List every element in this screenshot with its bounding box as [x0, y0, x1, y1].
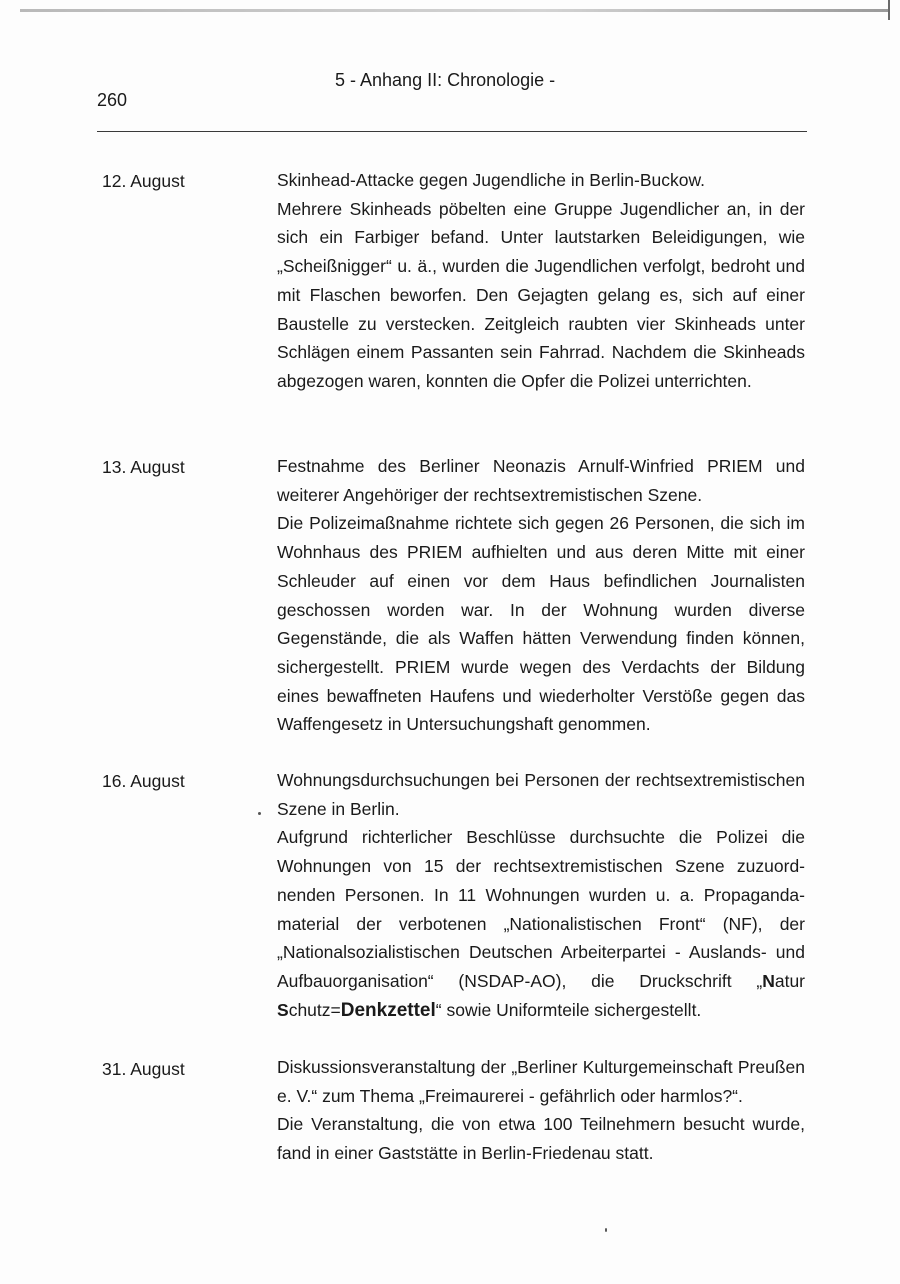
- entry-date: 13. August: [102, 457, 185, 477]
- entry-headline: Wohnungsdurchsuchungen bei Personen der rechtsextremistischen Szene in Berlin.: [277, 770, 805, 819]
- entry-headline: Skinhead-Attacke gegen Jugendliche in Berlin-Buckow.: [277, 170, 706, 190]
- page-number: 260: [97, 90, 128, 110]
- entry-text: [277, 166, 805, 396]
- entry-text: [277, 452, 805, 739]
- title-fragment: chutz=: [288, 999, 341, 1020]
- title-letter: N: [762, 970, 775, 991]
- entry-text: [277, 1053, 805, 1168]
- title-word: Denkzettel: [340, 999, 436, 1021]
- entry-paragraph: Die Polizeimaßnahme richtete sich gegen 26 Personen, die sich im Wohnhaus des PRIEM aufhielten und aus deren Mitte mit einer Schleuder auf einen vor dem Haus befindlichen Journalisten geschossen worden war. In der Wohnung wurden diverse Gegenstände, die als Waffen hätten Verwendung finden können, sichergestellt. PRIEM wurde wegen des Verdachts der Bildung eines bewaffneten Haufens und wiederholter Verstöße gegen das Waffengesetz in Untersuchungshaft genommen.: [277, 513, 805, 735]
- paragraph-text-before: Aufgrund richterlicher Beschlüsse durchsuchte die Polizei die Wohnungen von 15 der rechtsextremistischen Szene zuzuordnenden Personen. In 11 Wohnungen wurden u. a. Propagandamaterial der verbotenen „Nationalistischen Front“ (NF), der „Nationalsozialistischen Deutschen Arbeiterpartei - Auslands- und Aufbauorganisation“ (NSDAP-AO), die Druckschrift „: [277, 827, 805, 991]
- scan-top-edge: [20, 9, 890, 12]
- entry-date: 16. August: [102, 771, 185, 791]
- title-letter: S: [277, 999, 289, 1020]
- entry-paragraph: [277, 823, 805, 1025]
- paragraph-text-after: “ sowie Uniformteile sichergestellt.: [435, 999, 702, 1020]
- entry-headline: Diskussionsveranstaltung der „Berliner Kulturgemeinschaft Preußen e. V.“ zum Thema „Freimaurerei - gefährlich oder harmlos?“.: [277, 1057, 805, 1106]
- header-rule: [97, 131, 807, 132]
- entry-paragraph: Die Veranstaltung, die von etwa 100 Teilnehmern besucht wurde, fand in einer Gaststätte in Berlin-Friedenau statt.: [277, 1114, 805, 1164]
- scan-speck: [258, 812, 261, 815]
- title-fragment: atur: [774, 970, 805, 991]
- entry-date: 31. August: [102, 1059, 185, 1079]
- entry-date: 12. August: [102, 171, 185, 191]
- entry-paragraph: Mehrere Skinheads pöbelten eine Gruppe Jugendlicher an, in der sich ein Farbiger befand. Unter lautstarken Beleidigungen, wie „Scheißnigger“ u. ä., wurden die Jugendlichen verfolgt, bedroht und mit Flaschen beworfen. Den Gejagten gelang es, sich auf einer Baustelle zu verstecken. Zeitgleich raubten vier Skinheads unter Schlägen einem Passanten sein Fahrrad. Nachdem die Skinheads abgezogen waren, konnten die Opfer die Polizei unterrichten.: [277, 198, 805, 391]
- entry-text: [277, 766, 805, 1025]
- scan-speck: [605, 1228, 607, 1232]
- running-header: 5 - Anhang II: Chronologie -: [335, 70, 556, 90]
- scan-corner-mark: [888, 0, 890, 20]
- entry-headline: Festnahme des Berliner Neonazis Arnulf-Winfried PRIEM und weiterer Angehöriger der rechtsextremistischen Szene.: [277, 456, 805, 505]
